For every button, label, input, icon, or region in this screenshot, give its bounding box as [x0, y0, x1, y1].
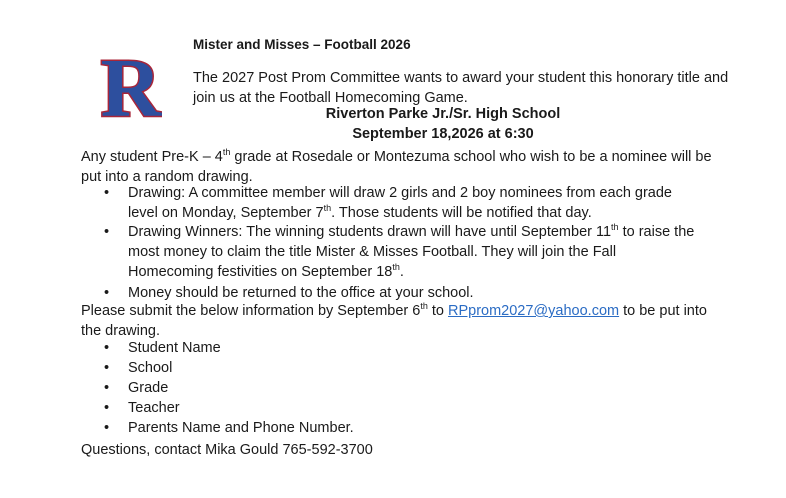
list-item: • Money should be returned to the office at your school.: [104, 285, 474, 301]
bullet-icon: •: [104, 360, 110, 376]
list-item: • School: [104, 360, 173, 376]
school-name: Riverton Parke Jr./Sr. High School: [325, 106, 561, 122]
school-r-logo: [100, 50, 162, 124]
info-list: [81, 338, 701, 438]
list-item: • Teacher: [104, 400, 180, 416]
bullet-icon: •: [104, 400, 110, 416]
intro-text: The 2027 Post Prom Committee wants to award your student this honorary title and join us at the Football Homecoming Game.: [193, 70, 729, 106]
list-item: • Drawing: A committee member will draw 2 girls and 2 boy nominees from each grade level on Monday, September 7th. Those students will be notified that day.: [104, 185, 672, 221]
bullet-icon: •: [104, 224, 110, 240]
page-title: Mister and Misses – Football 2026: [193, 37, 411, 52]
bullet-icon: •: [104, 340, 110, 356]
rules-list: [81, 222, 701, 282]
list-item: • Parents Name and Phone Number.: [104, 420, 354, 436]
bullet-icon: •: [104, 380, 110, 396]
list-item: • Grade: [104, 380, 169, 396]
bullet-icon: •: [104, 185, 110, 201]
rules-list: [81, 283, 701, 303]
eligibility-text: Any student Pre-K – 4th grade at Rosedale or Montezuma school who wish to be a nominee will be put into a random drawing.: [81, 147, 712, 185]
svg-text:R: R: [100, 50, 162, 124]
submit-text: Please submit the below information by September 6th to RPprom2027@yahoo.com to be put into the drawing.: [81, 301, 707, 339]
rules-list: [81, 183, 701, 223]
bullet-icon: •: [104, 420, 110, 436]
list-item: • Drawing Winners: The winning students drawn will have until September 11th to raise the most money to claim the title Mister & Misses Football. They will join the Fall Homecoming festivities on September 18th.: [104, 222, 695, 280]
event-date: September 18,2026 at 6:30: [352, 126, 534, 142]
email-link[interactable]: RPprom2027@yahoo.com: [448, 303, 620, 319]
contact-text: Questions, contact Mika Gould 765-592-3700: [81, 442, 373, 458]
list-item: • Student Name: [104, 340, 221, 356]
bullet-icon: •: [104, 285, 110, 301]
